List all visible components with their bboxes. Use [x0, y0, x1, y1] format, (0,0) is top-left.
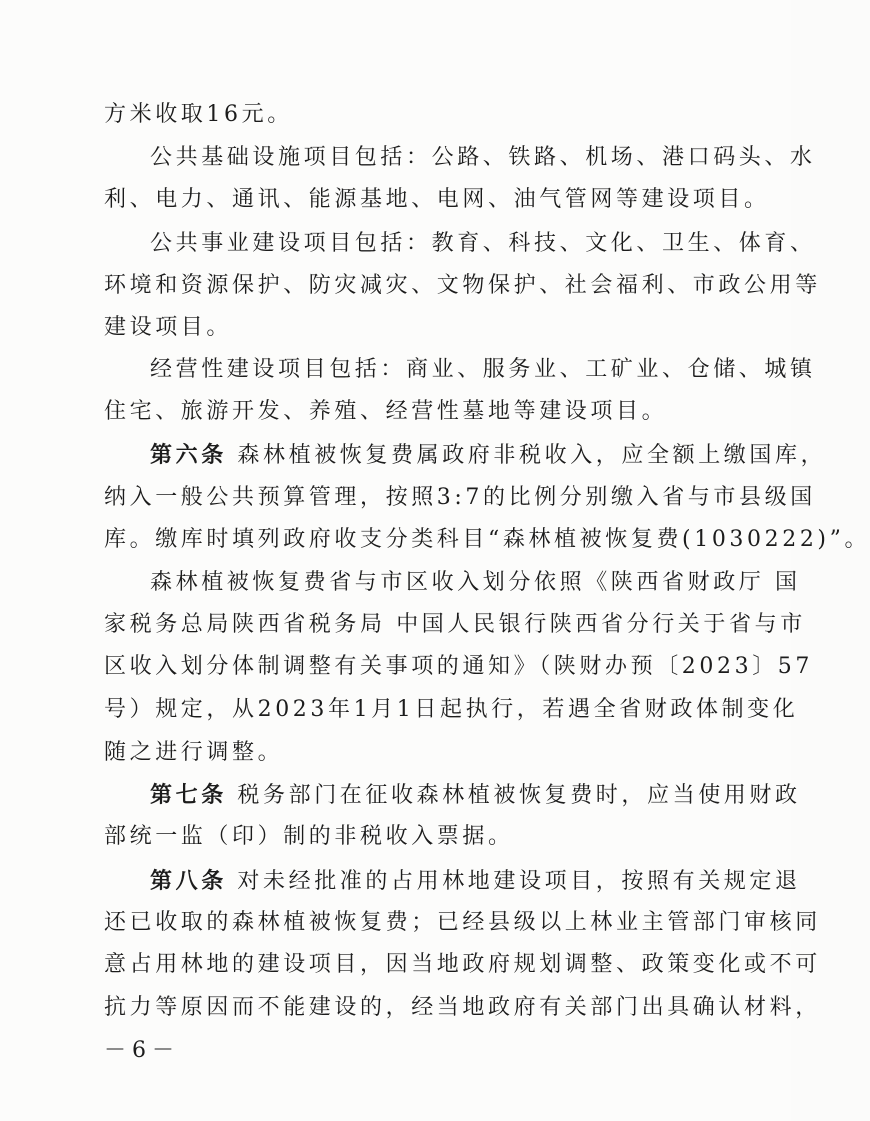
article-8-heading: 第八条: [150, 868, 227, 894]
article-7-line-1: [150, 780, 801, 810]
text-line-2: 公共基础设施项目包括：公路、铁路、机场、港口码头、水: [150, 145, 816, 170]
text-line-6: 建设项目。: [104, 315, 233, 340]
article-8-line-1: [150, 866, 801, 896]
page-number: －6－: [104, 1038, 180, 1063]
text-line-14: 区收入划分体制调整有关事项的通知》（陕财办预〔2023〕57: [104, 654, 813, 679]
article-7-text: 税务部门在征收森林植被恢复费时，应当使用财政: [237, 783, 801, 808]
text-line-21: 意占用林地的建设项目，因当地政府规划调整、政策变化或不可: [104, 952, 821, 977]
text-line-8: 住宅、旅游开发、养殖、经营性墓地等建设项目。: [104, 399, 668, 424]
article-8-text: 对未经批准的占用林地建设项目，按照有关规定退: [237, 869, 801, 894]
text-line-10: 纳入一般公共预算管理，按照3:7的比例分别缴入省与市县级国: [104, 485, 816, 510]
text-line-11: 库。缴库时填列政府收支分类科目“森林植被恢复费(1030222)”。: [104, 527, 870, 552]
article-6-text: 森林植被恢复费属政府非税收入，应全额上缴国库，: [237, 443, 827, 468]
text-line-20: 还已收取的森林植被恢复费；已经县级以上林业主管部门审核同: [104, 910, 821, 935]
text-line-4: 公共事业建设项目包括：教育、科技、文化、卫生、体育、: [150, 231, 816, 256]
article-6-line-1: [150, 440, 826, 470]
text-line-5: 环境和资源保护、防灾减灾、文物保护、社会福利、市政公用等: [104, 273, 821, 298]
text-line-22: 抗力等原因而不能建设的，经当地政府有关部门出具确认材料，: [104, 995, 821, 1020]
text-line-7: 经营性建设项目包括：商业、服务业、工矿业、仓储、城镇: [150, 357, 816, 382]
text-line-15: 号）规定，从2023年1月1日起执行，若遇全省财政体制变化: [104, 697, 799, 722]
text-line-13: 家税务总局陕西省税务局 中国人民银行陕西省分行关于省与市: [104, 612, 806, 637]
text-line-3: 利、电力、通讯、能源基地、电网、油气管网等建设项目。: [104, 187, 770, 212]
text-line-16: 随之进行调整。: [104, 740, 284, 765]
text-line-18: 部统一监（印）制的非税收入票据。: [104, 824, 514, 849]
text-line-1: 方米收取16元。: [104, 102, 293, 127]
article-6-heading: 第六条: [150, 442, 227, 468]
article-7-heading: 第七条: [150, 782, 227, 808]
text-line-12: 森林植被恢复费省与市区收入划分依照《陕西省财政厅 国: [150, 570, 801, 595]
